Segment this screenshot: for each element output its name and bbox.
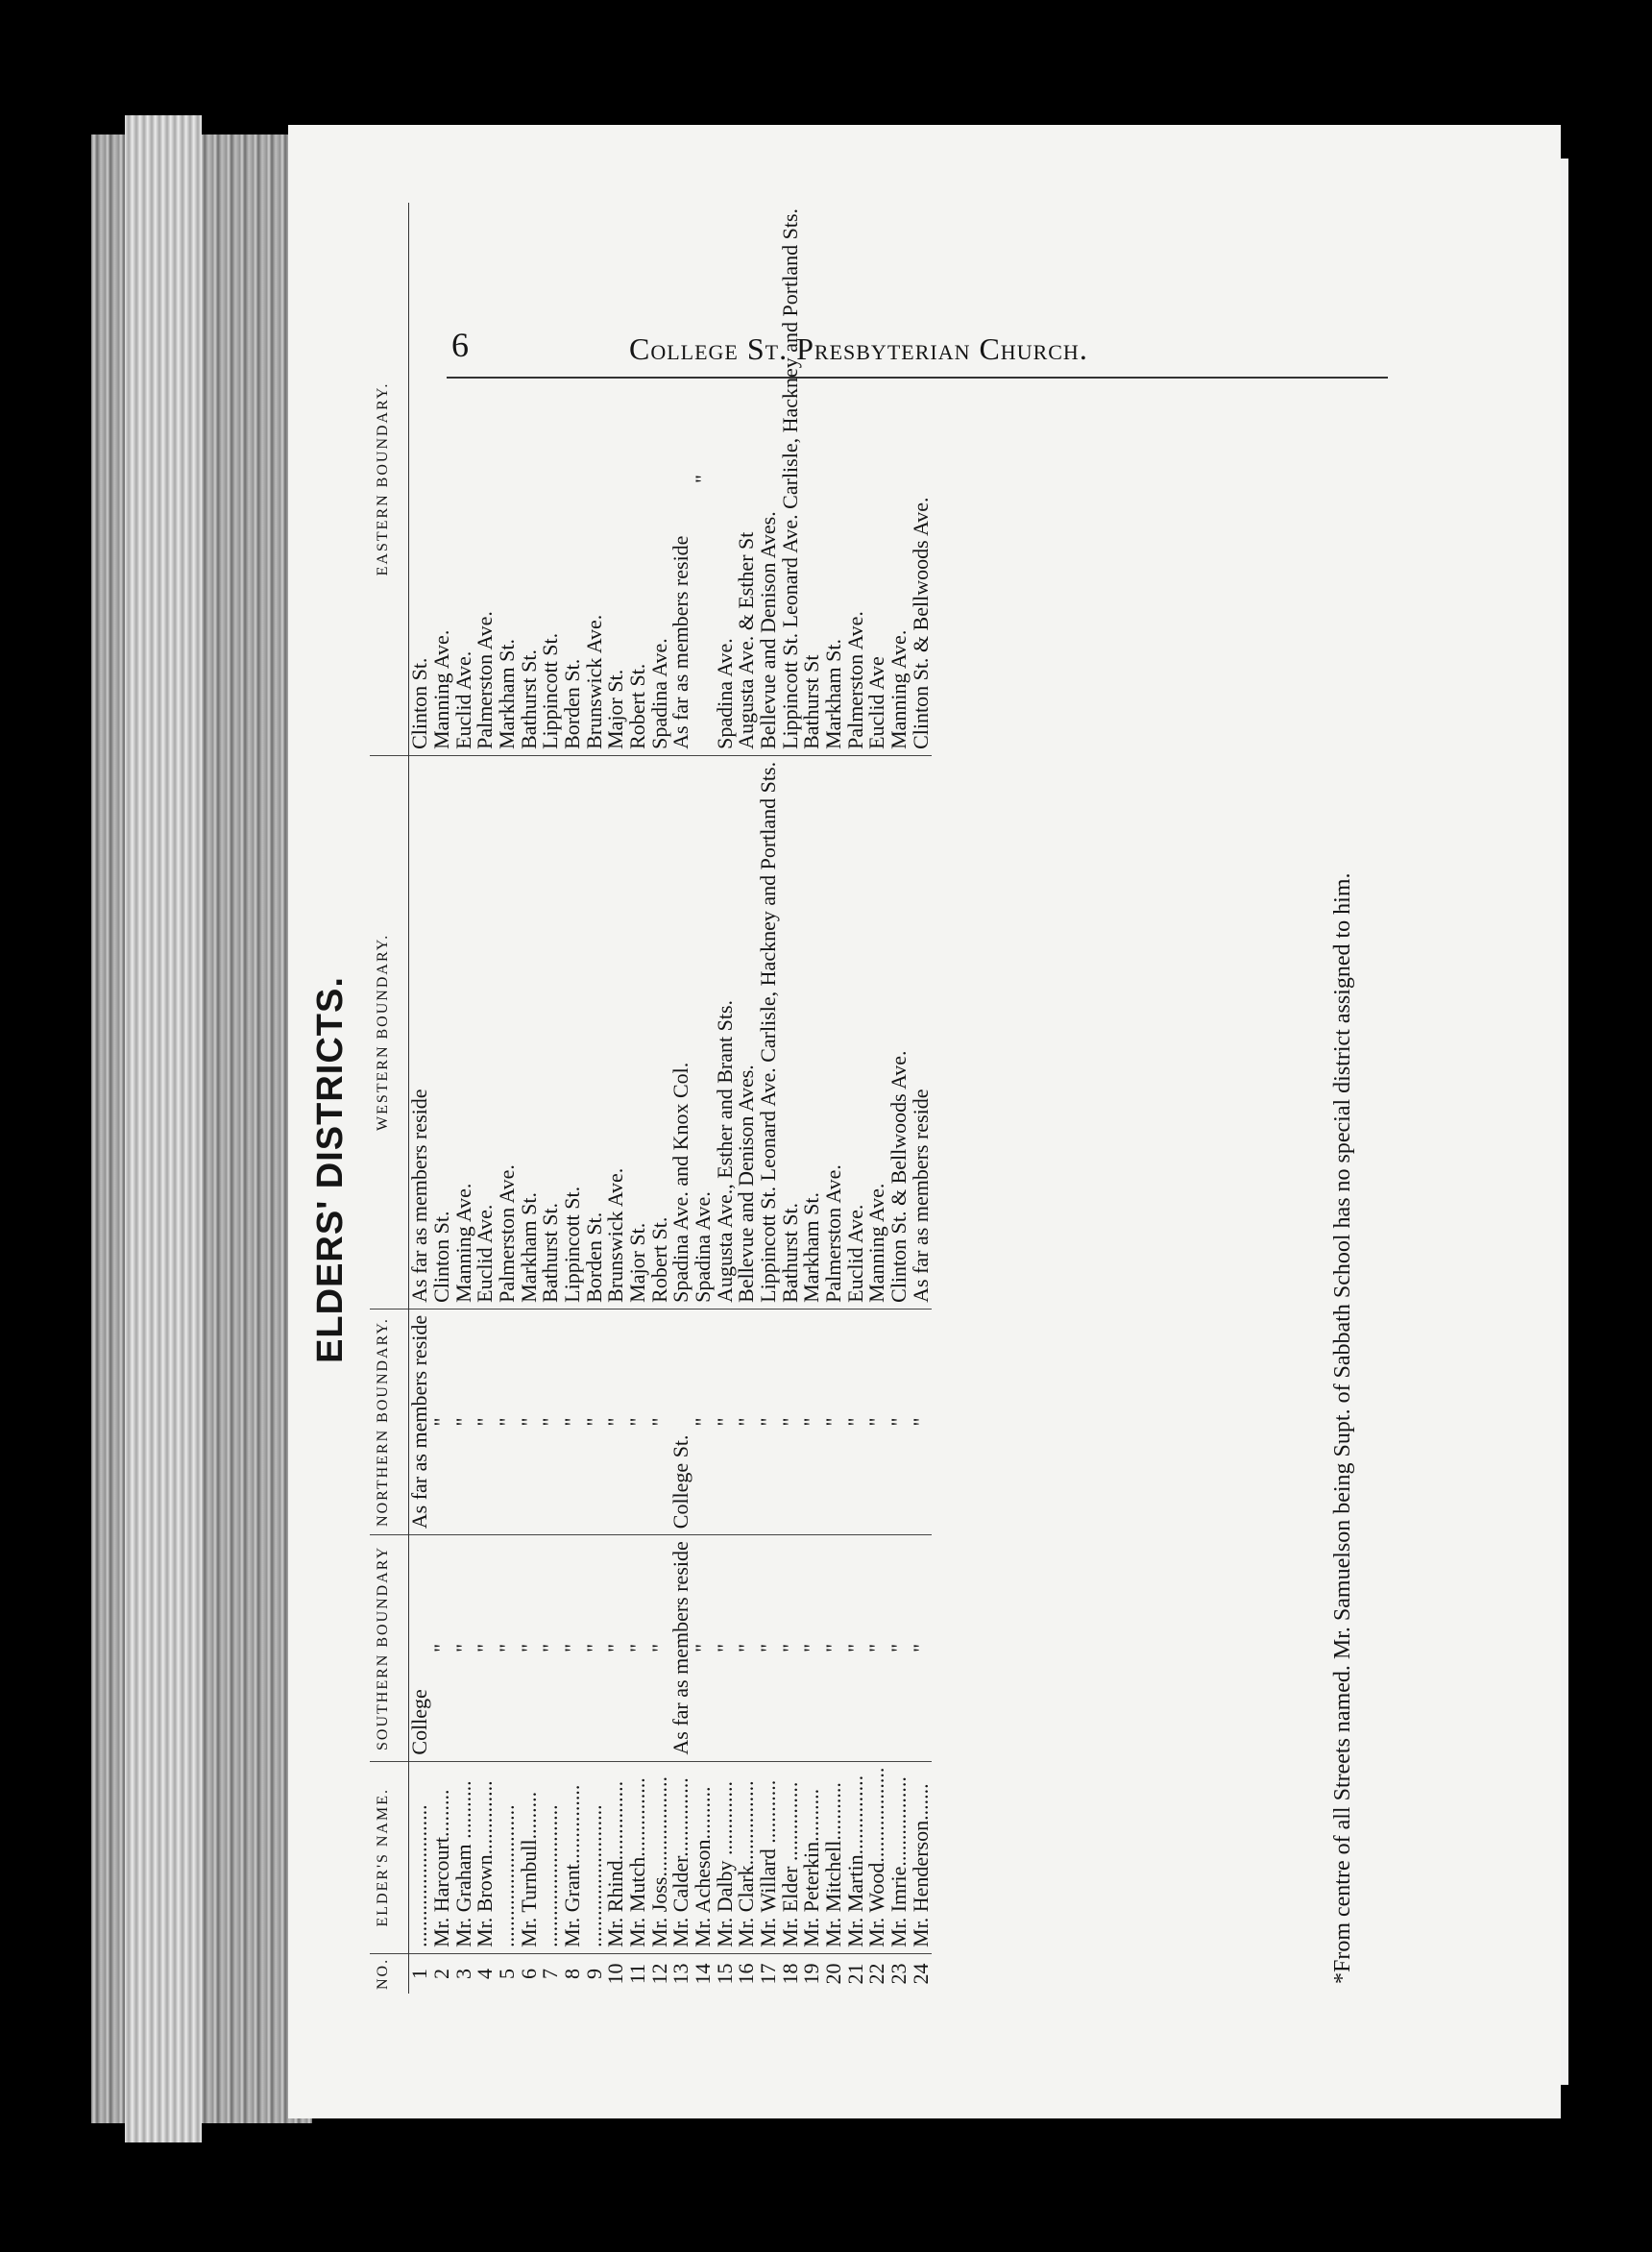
rotated-table-block	[310, 208, 1397, 1994]
cell-north: "	[453, 1309, 475, 1534]
cell-north: "	[801, 1309, 823, 1534]
cell-name: Mr. Turnbull.........	[519, 1761, 541, 1953]
table-row	[409, 203, 431, 1994]
cell-south: "	[519, 1535, 541, 1761]
cell-name: Mr. Brown..............	[474, 1761, 497, 1953]
table-row	[453, 203, 475, 1994]
table-row	[627, 203, 649, 1994]
cell-west: Euclid Ave.	[845, 755, 867, 1309]
cell-west: Palmerston Ave.	[823, 755, 845, 1309]
table-row	[519, 203, 541, 1994]
table-row	[431, 203, 453, 1994]
table-title: ELDERS' DISTRICTS.	[310, 976, 351, 1363]
table-row	[866, 203, 888, 1994]
cell-north: "	[692, 1309, 715, 1534]
cell-south: "	[801, 1535, 823, 1761]
cell-north: "	[823, 1309, 845, 1534]
cell-west: Bellevue and Denison Aves.	[736, 755, 758, 1309]
cell-no: 20	[820, 1963, 845, 1985]
table-row	[801, 203, 823, 1994]
cell-west: Manning Ave.	[866, 755, 888, 1309]
running-header-title: College St. Presbyterian Church.	[629, 331, 1088, 366]
cell-name: Mr. Joss...................	[649, 1761, 671, 1953]
cell-south: "	[431, 1535, 453, 1761]
cell-east: Borden St.	[562, 203, 584, 755]
cell-no: 15	[712, 1963, 737, 1985]
cell-west: Bathurst St.	[540, 755, 562, 1309]
cell-south: "	[453, 1535, 475, 1761]
southern-header: SOUTHERN BOUNDARY	[370, 1535, 409, 1761]
table-row	[780, 203, 802, 1994]
cell-no: 22	[864, 1963, 889, 1985]
cell-south: "	[780, 1535, 802, 1761]
cell-no: 5	[495, 1968, 520, 1979]
cell-south: "	[605, 1535, 627, 1761]
northern-header: NORTHERN BOUNDARY.	[370, 1309, 409, 1534]
cell-no: 2	[429, 1968, 454, 1979]
cell-west: Major St.	[627, 755, 649, 1309]
cell-south: "	[540, 1535, 562, 1761]
cell-no: 11	[625, 1963, 650, 1985]
cell-south: "	[823, 1535, 845, 1761]
cell-no: 14	[691, 1963, 715, 1985]
cell-west: Manning Ave.	[453, 755, 475, 1309]
cell-no: 13	[668, 1963, 693, 1985]
cell-no: 4	[473, 1968, 498, 1979]
cell-east: Markham St.	[823, 203, 845, 755]
no-header: NO.	[370, 1953, 409, 1994]
cell-name: ...........................	[584, 1761, 606, 1953]
cell-west: Clinton St. & Bellwoods Ave.	[888, 755, 911, 1309]
cell-no: 24	[908, 1963, 933, 1985]
cell-west: Palmerston Ave.	[497, 755, 519, 1309]
book-page-edges-light	[125, 115, 202, 2142]
cell-west: Markham St.	[519, 755, 541, 1309]
table-row	[692, 203, 715, 1994]
cell-north: "	[497, 1309, 519, 1534]
table-row	[911, 203, 933, 1994]
cell-name: Mr. Rhind...............	[605, 1761, 627, 1953]
cell-name: Mr. Mitchell...........	[823, 1761, 845, 1953]
cell-east: Augusta Ave. & Esther St	[736, 203, 758, 755]
cell-west: As far as members reside	[409, 755, 431, 1309]
cell-east: Bathurst St	[801, 203, 823, 755]
cell-south: "	[911, 1535, 933, 1761]
table-row	[736, 203, 758, 1994]
cell-south: "	[497, 1535, 519, 1761]
cell-east: Manning Ave.	[888, 203, 911, 755]
table-row	[845, 203, 867, 1994]
cell-no: 12	[646, 1963, 671, 1985]
cell-name: ...........................	[540, 1761, 562, 1953]
cell-west: Spadina Ave. and Knox Col.	[670, 755, 692, 1309]
cell-south: "	[649, 1535, 671, 1761]
cell-west: Borden St.	[584, 755, 606, 1309]
cell-east: Palmerston Ave.	[474, 203, 497, 755]
cell-north: "	[584, 1309, 606, 1534]
table-row	[715, 203, 737, 1994]
cell-west: Bathurst St.	[780, 755, 802, 1309]
cell-name: Mr. Peterkin..........	[801, 1761, 823, 1953]
table-row	[584, 203, 606, 1994]
table-row	[888, 203, 911, 1994]
cell-name: Mr. Elder ...............	[780, 1761, 802, 1953]
cell-south: "	[758, 1535, 780, 1761]
eastern-header: EASTERN BOUNDARY.	[370, 203, 409, 755]
cell-name: Mr. Henderson.......	[911, 1761, 933, 1953]
cell-north: "	[562, 1309, 584, 1534]
cell-north: "	[715, 1309, 737, 1534]
cell-name: Mr. Willard ............	[758, 1761, 780, 1953]
cell-west: As far as members reside	[911, 755, 933, 1309]
cell-west: Lippincott St.	[562, 755, 584, 1309]
cell-east: Major St.	[605, 203, 627, 755]
table-row	[649, 203, 671, 1994]
cell-north: "	[736, 1309, 758, 1534]
cell-north: "	[649, 1309, 671, 1534]
table-row	[562, 203, 584, 1994]
cell-no: 23	[886, 1963, 911, 1985]
cell-west: Augusta Ave., Esther and Brant Sts.	[715, 755, 737, 1309]
table-row	[497, 203, 519, 1994]
cell-north: "	[888, 1309, 911, 1534]
footnote: *From centre of all Streets named. Mr. Samuelson being Supt. of Sabbath School has no special district assigned to him.	[1330, 872, 1355, 1984]
cell-north: "	[911, 1309, 933, 1534]
cell-east: Bathurst St.	[519, 203, 541, 755]
elders-districts-table	[370, 203, 932, 1994]
cell-east: Palmerston Ave.	[845, 203, 867, 755]
cell-north: "	[758, 1309, 780, 1534]
cell-east: Lippincott St. Leonard Ave. Carlisle, Hackney and Portland Sts.	[780, 203, 802, 755]
cell-north: "	[845, 1309, 867, 1534]
cell-west: Robert St.	[649, 755, 671, 1309]
table-row	[758, 203, 780, 1994]
cell-east: Clinton St. & Bellwoods Ave.	[911, 203, 933, 755]
cell-no: 19	[799, 1963, 824, 1985]
cell-south: "	[692, 1535, 715, 1761]
cell-east: Euclid Ave	[866, 203, 888, 755]
cell-no: 3	[450, 1968, 475, 1979]
table-row	[540, 203, 562, 1994]
cell-east: Spadina Ave.	[649, 203, 671, 755]
name-header: ELDER'S NAME.	[370, 1761, 409, 1953]
cell-no: 16	[734, 1963, 759, 1985]
cell-name: Mr. Martin...............	[845, 1761, 867, 1953]
cell-name: Mr. Calder...............	[670, 1761, 692, 1953]
cell-north: College St.	[670, 1309, 692, 1534]
cell-no: 6	[516, 1968, 541, 1979]
cell-north: "	[627, 1309, 649, 1534]
cell-east: "	[692, 203, 715, 755]
cell-west: Lippincott St. Leonard Ave. Carlisle, Hackney and Portland Sts.	[758, 755, 780, 1309]
table-row	[605, 203, 627, 1994]
cell-no: 1	[407, 1968, 432, 1979]
cell-north: "	[519, 1309, 541, 1534]
cell-east: Lippincott St.	[540, 203, 562, 755]
cell-north: "	[866, 1309, 888, 1534]
cell-north: "	[431, 1309, 453, 1534]
cell-name: ...........................	[497, 1761, 519, 1953]
cell-north: As far as members reside	[409, 1309, 431, 1534]
cell-east: Bellevue and Denison Aves.	[758, 203, 780, 755]
table-row	[474, 203, 497, 1994]
cell-name: Mr. Imrie.................	[888, 1761, 911, 1953]
cell-east: Euclid Ave.	[453, 203, 475, 755]
cell-no: 8	[560, 1968, 585, 1979]
cell-west: Clinton St.	[431, 755, 453, 1309]
cell-north: "	[540, 1309, 562, 1534]
cell-south: "	[736, 1535, 758, 1761]
cell-west: Markham St.	[801, 755, 823, 1309]
cell-south: "	[627, 1535, 649, 1761]
cell-south: "	[562, 1535, 584, 1761]
page-number: 6	[451, 326, 469, 364]
cell-south: College	[409, 1535, 431, 1761]
cell-no: 7	[538, 1968, 563, 1979]
cell-north: "	[605, 1309, 627, 1534]
cell-name: Mr. Grant...............	[562, 1761, 584, 1953]
cell-north: "	[474, 1309, 497, 1534]
cell-east: Markham St.	[497, 203, 519, 755]
cell-east: Spadina Ave.	[715, 203, 737, 755]
cell-name: Mr. Wood..................	[866, 1761, 888, 1953]
western-header: WESTERN BOUNDARY.	[370, 755, 409, 1309]
cell-name: ...........................	[409, 1761, 431, 1953]
cell-east: Brunswick Ave.	[584, 203, 606, 755]
cell-name: Mr. Mutch...............	[627, 1761, 649, 1953]
cell-name: Mr. Clark................	[736, 1761, 758, 1953]
cell-north: "	[780, 1309, 802, 1534]
cell-east: Robert St.	[627, 203, 649, 755]
cell-west: Brunswick Ave.	[605, 755, 627, 1309]
table-row	[670, 203, 692, 1994]
cell-south: As far as members reside	[670, 1535, 692, 1761]
cell-name: Mr. Acheson..........	[692, 1761, 715, 1953]
cell-south: "	[866, 1535, 888, 1761]
cell-east: Manning Ave.	[431, 203, 453, 755]
cell-no: 17	[755, 1963, 780, 1985]
cell-name: Mr. Graham ...........	[453, 1761, 475, 1953]
cell-no: 10	[603, 1963, 628, 1985]
cell-south: "	[584, 1535, 606, 1761]
cell-no: 9	[581, 1968, 606, 1979]
cell-east: As far as members reside	[670, 203, 692, 755]
cell-south: "	[888, 1535, 911, 1761]
cell-no: 18	[777, 1963, 802, 1985]
cell-south: "	[845, 1535, 867, 1761]
cell-east: Clinton St.	[409, 203, 431, 755]
cell-west: Spadina Ave.	[692, 755, 715, 1309]
cell-west: Euclid Ave.	[474, 755, 497, 1309]
table-row	[823, 203, 845, 1994]
cell-name: Mr. Dalby ..............	[715, 1761, 737, 1953]
cell-no: 21	[842, 1963, 867, 1985]
cell-south: "	[474, 1535, 497, 1761]
cell-south: "	[715, 1535, 737, 1761]
cell-name: Mr. Harcourt.........	[431, 1761, 453, 1953]
